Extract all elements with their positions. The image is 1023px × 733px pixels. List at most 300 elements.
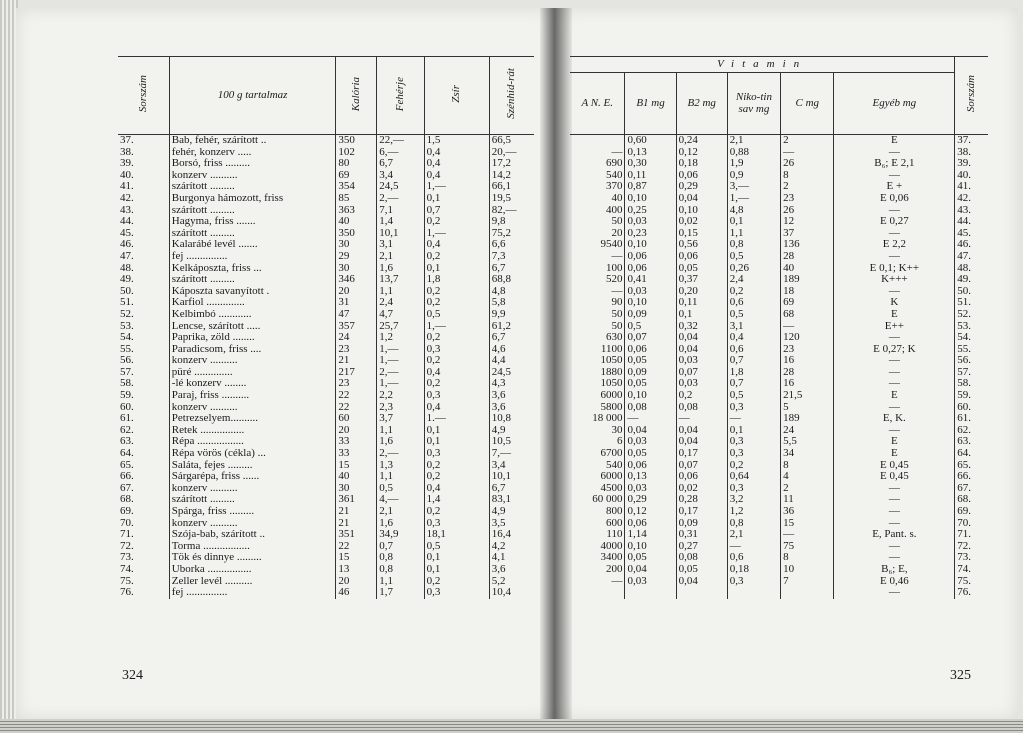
vitamin-b1-value: 0,12 <box>625 506 676 518</box>
food-name: Kelkáposzta, friss ... <box>169 263 336 275</box>
vitamin-b1-value: 0,03 <box>625 436 676 448</box>
header-sorszam-right: Sorszám <box>955 57 988 135</box>
egyeb-value: — <box>834 378 955 390</box>
vitamin-b2-value: 0,04 <box>676 332 727 344</box>
row-number: 56. <box>955 355 988 367</box>
row-number: 63. <box>120 435 134 448</box>
egyeb-value: — <box>834 552 955 564</box>
vitamin-table <box>570 56 988 599</box>
zsir-value: 0,1 <box>424 263 489 275</box>
kaloria-value: 20 <box>336 425 377 437</box>
vitamin-a-value: 200 <box>605 562 623 575</box>
nikotinsav-value <box>727 587 780 599</box>
vitamin-b1-value: 0,03 <box>625 576 676 588</box>
nikotinsav-value: 0,6 <box>727 297 780 309</box>
feherje-value: 2,1 <box>377 506 424 518</box>
row-number: 69. <box>955 506 988 518</box>
kaloria-value: 22 <box>336 390 377 402</box>
table-row <box>118 587 534 599</box>
row-number: 37. <box>955 135 988 147</box>
vitamin-a-value: 100 <box>605 261 623 274</box>
vitamin-b1-value: 0,29 <box>625 494 676 506</box>
vitamin-a-value: 50 <box>611 319 623 332</box>
vitamin-b1-value: 0,10 <box>625 390 676 402</box>
vitamin-a-value: 690 <box>605 157 623 170</box>
zsir-value: 0,1 <box>424 552 489 564</box>
vitamin-b2-value: 0,04 <box>676 576 727 588</box>
feherje-value: 7,1 <box>377 205 424 217</box>
vitamin-b2-value: 0,04 <box>676 436 727 448</box>
row-number: 44. <box>955 216 988 228</box>
header-vitamin-b2: B2 mg <box>676 73 727 135</box>
row-number: 52. <box>955 309 988 321</box>
vitamin-a-value: 30 <box>611 423 623 436</box>
vitamin-b1-value: 0,23 <box>625 228 676 240</box>
egyeb-value: E 0,45 <box>834 471 955 483</box>
zsir-value: 18,1 <box>424 529 489 541</box>
vitamin-b2-value: 0,10 <box>676 205 727 217</box>
nutrition-table <box>118 56 534 599</box>
kaloria-value: 47 <box>336 309 377 321</box>
feherje-value: 2,4 <box>377 297 424 309</box>
nikotinsav-value: 0,5 <box>727 251 780 263</box>
egyeb-value: — <box>834 541 955 553</box>
egyeb-value: E 0,06 <box>834 193 955 205</box>
szenhidrat-value: 4,6 <box>489 344 534 356</box>
row-number: 42. <box>955 193 988 205</box>
szenhidrat-value: 10,5 <box>489 436 534 448</box>
vitamin-b2-value: 0,18 <box>676 158 727 170</box>
szenhidrat-value: 6,7 <box>489 332 534 344</box>
feherje-value: 2,3 <box>377 402 424 414</box>
vitamin-c-value: 36 <box>781 506 834 518</box>
vitamin-b1-value: 0,04 <box>625 425 676 437</box>
zsir-value: 0,4 <box>424 367 489 379</box>
zsir-value: 0,2 <box>424 378 489 390</box>
table-row <box>570 390 988 402</box>
vitamin-a-value <box>570 587 625 599</box>
food-name: szárított ......... <box>169 205 336 217</box>
szenhidrat-value: 9,8 <box>489 216 534 228</box>
row-number: 45. <box>120 226 134 239</box>
vitamin-b1-value: 1,14 <box>625 529 676 541</box>
row-number: 59. <box>120 389 134 402</box>
feherje-value: 0,7 <box>377 541 424 553</box>
szenhidrat-value: 3,6 <box>489 402 534 414</box>
egyeb-value: — <box>834 367 955 379</box>
vitamin-c-value: 24 <box>781 425 834 437</box>
vitamin-b2-value: 0,32 <box>676 321 727 333</box>
feherje-value: 6,— <box>377 147 424 159</box>
szenhidrat-value: 3,4 <box>489 460 534 472</box>
vitamin-a-value: 6700 <box>600 447 623 460</box>
nikotinsav-value: 0,8 <box>727 239 780 251</box>
vitamin-a-value: 3400 <box>600 551 623 564</box>
row-number: 39. <box>955 158 988 170</box>
vitamin-c-value: 40 <box>781 263 834 275</box>
vitamin-c-value: 28 <box>781 251 834 263</box>
vitamin-c-value: 15 <box>781 518 834 530</box>
food-name: Szója-bab, szárított .. <box>169 529 336 541</box>
szenhidrat-value: 9,9 <box>489 309 534 321</box>
table-row <box>570 448 988 460</box>
row-number: 60. <box>120 400 134 413</box>
zsir-value: 0,5 <box>424 309 489 321</box>
vitamin-b1-value: 0,05 <box>625 378 676 390</box>
row-number: 53. <box>120 319 134 332</box>
table-row <box>118 390 534 402</box>
table-row <box>570 506 988 518</box>
kaloria-value: 40 <box>336 471 377 483</box>
vitamin-b2-value: 0,1 <box>676 309 727 321</box>
egyeb-value: — <box>834 251 955 263</box>
feherje-value: 1,3 <box>377 460 424 472</box>
szenhidrat-value: 4,2 <box>489 541 534 553</box>
food-name: Paprika, zöld ........ <box>169 332 336 344</box>
kaloria-value: 102 <box>336 147 377 159</box>
feherje-value: 2,2 <box>377 390 424 402</box>
food-name: szárított ......... <box>169 494 336 506</box>
feherje-value: 13,7 <box>377 274 424 286</box>
nikotinsav-value: 0,18 <box>727 564 780 576</box>
row-number: 45. <box>955 228 988 240</box>
vitamin-b2-value: 0,06 <box>676 251 727 263</box>
nikotinsav-value: 0,5 <box>727 390 780 402</box>
egyeb-value: — <box>834 425 955 437</box>
egyeb-value: — <box>834 228 955 240</box>
kaloria-value: 23 <box>336 344 377 356</box>
row-number: 67. <box>120 481 134 494</box>
szenhidrat-value: 24,5 <box>489 367 534 379</box>
food-name: Petrezselyem.......... <box>169 413 336 425</box>
vitamin-b1-value: 0,11 <box>625 170 676 182</box>
food-name: Zeller levél .......... <box>169 576 336 588</box>
feherje-value: 24,5 <box>377 181 424 193</box>
zsir-value: 0,4 <box>424 147 489 159</box>
nikotinsav-value: 0,2 <box>727 460 780 472</box>
feherje-value: 1,6 <box>377 436 424 448</box>
nikotinsav-value: 0,6 <box>727 552 780 564</box>
feherje-value: 1,1 <box>377 286 424 298</box>
nikotinsav-value: 1,8 <box>727 367 780 379</box>
vitamin-b1-value: 0,06 <box>625 251 676 263</box>
food-name: szárított ......... <box>169 274 336 286</box>
nikotinsav-value: 0,3 <box>727 402 780 414</box>
food-name: konzerv .......... <box>169 483 336 495</box>
kaloria-value: 20 <box>336 576 377 588</box>
vitamin-b1-value: 0,10 <box>625 541 676 553</box>
feherje-value: 1,— <box>377 355 424 367</box>
zsir-value: 0,4 <box>424 239 489 251</box>
vitamin-b1-value: 0,09 <box>625 367 676 379</box>
egyeb-value: E, Pant. s. <box>834 529 955 541</box>
vitamin-c-value: — <box>781 321 834 333</box>
vitamin-b2-value: 0,17 <box>676 448 727 460</box>
egyeb-value: — <box>834 355 955 367</box>
vitamin-c-value: 23 <box>781 344 834 356</box>
table-row <box>570 309 988 321</box>
zsir-value: 0,5 <box>424 541 489 553</box>
vitamin-a-value: 6000 <box>600 470 623 483</box>
row-number: 68. <box>120 493 134 506</box>
szenhidrat-value: 4,8 <box>489 286 534 298</box>
feherje-value: 1,1 <box>377 576 424 588</box>
zsir-value: 0,4 <box>424 170 489 182</box>
nikotinsav-value: 0,1 <box>727 425 780 437</box>
table-row <box>118 135 534 147</box>
feherje-value: 0,8 <box>377 552 424 564</box>
nikotinsav-value: 0,6 <box>727 344 780 356</box>
food-name: Lencse, szárított ..... <box>169 321 336 333</box>
egyeb-value: E <box>834 309 955 321</box>
vitamin-a-value: 6 <box>616 435 623 448</box>
kaloria-value: 21 <box>336 518 377 530</box>
vitamin-c-value: 8 <box>781 460 834 472</box>
szenhidrat-value: 4,9 <box>489 506 534 518</box>
egyeb-value: E, K. <box>834 413 955 425</box>
vitamin-c-value: 5,5 <box>781 436 834 448</box>
row-number: 64. <box>955 448 988 460</box>
zsir-value: 0,3 <box>424 390 489 402</box>
row-number: 41. <box>120 180 134 193</box>
kaloria-value: 24 <box>336 332 377 344</box>
vitamin-a-value <box>570 135 625 147</box>
egyeb-value: — <box>834 518 955 530</box>
szenhidrat-value: 3,5 <box>489 518 534 530</box>
szenhidrat-value: 3,6 <box>489 564 534 576</box>
vitamin-b1-value: 0,05 <box>625 552 676 564</box>
zsir-value: 0,2 <box>424 576 489 588</box>
nikotinsav-value: 2,4 <box>727 274 780 286</box>
egyeb-value: K <box>834 297 955 309</box>
feherje-value: 2,— <box>377 367 424 379</box>
header-feherje: Fehérje <box>377 57 424 135</box>
vitamin-b1-value: 0,60 <box>625 135 676 147</box>
egyeb-value: E 0,46 <box>834 576 955 588</box>
vitamin-a-value: 370 <box>605 180 623 193</box>
kaloria-value: 60 <box>336 413 377 425</box>
row-number: 43. <box>955 205 988 217</box>
vitamin-a-value: 800 <box>605 505 623 517</box>
vitamin-c-value: 37 <box>781 228 834 240</box>
kaloria-value: 350 <box>336 228 377 240</box>
row-number: 54. <box>955 332 988 344</box>
food-name: fej ............... <box>169 587 336 599</box>
egyeb-value: E 0,27 <box>834 216 955 228</box>
row-number: 61. <box>120 412 134 425</box>
vitamin-a-value: 50 <box>611 215 623 228</box>
nikotinsav-value: 0,3 <box>727 576 780 588</box>
vitamin-b1-value: 0,25 <box>625 205 676 217</box>
header-vitamin-b1: B1 mg <box>625 73 676 135</box>
feherje-value: 2,1 <box>377 251 424 263</box>
nikotinsav-value: 0,3 <box>727 483 780 495</box>
zsir-value: 0,2 <box>424 297 489 309</box>
header-szenhidrat: Szénhid-rát <box>489 57 534 135</box>
egyeb-value: E 0,27; K <box>834 344 955 356</box>
table-row <box>570 274 988 286</box>
row-number: 37. <box>120 134 134 146</box>
row-number: 48. <box>120 261 134 274</box>
vitamin-b2-value: 0,31 <box>676 529 727 541</box>
row-number: 59. <box>955 390 988 402</box>
food-name: fej ............... <box>169 251 336 263</box>
row-number: 64. <box>120 447 134 460</box>
zsir-value: 0,1 <box>424 425 489 437</box>
vitamin-b2-value: 0,56 <box>676 239 727 251</box>
egyeb-value: E <box>834 448 955 460</box>
zsir-value: 0,3 <box>424 518 489 530</box>
vitamin-b2-value: 0,02 <box>676 483 727 495</box>
kaloria-value: 15 <box>336 552 377 564</box>
table-row <box>118 251 534 263</box>
row-number: 58. <box>955 378 988 390</box>
vitamin-c-value: 26 <box>781 205 834 217</box>
egyeb-value: — <box>834 494 955 506</box>
vitamin-c-value: 8 <box>781 552 834 564</box>
zsir-value: 1,— <box>424 181 489 193</box>
vitamin-c-value: 11 <box>781 494 834 506</box>
food-name: -lé konzerv ........ <box>169 378 336 390</box>
food-name: Paradicsom, friss .... <box>169 344 336 356</box>
row-number: 66. <box>955 471 988 483</box>
vitamin-c-value: 34 <box>781 448 834 460</box>
egyeb-value: E <box>834 436 955 448</box>
food-name: Saláta, fejes ......... <box>169 460 336 472</box>
table-row <box>570 587 988 599</box>
egyeb-value: — <box>834 147 955 159</box>
vitamin-b2-value: 0,11 <box>676 297 727 309</box>
header-sorszam: Sorszám <box>118 57 169 135</box>
feherje-value: 2,— <box>377 448 424 460</box>
row-number: 73. <box>120 551 134 564</box>
szenhidrat-value: 66,5 <box>489 135 534 147</box>
vitamin-b1-value: 0,05 <box>625 355 676 367</box>
vitamin-b1-value: 0,03 <box>625 483 676 495</box>
szenhidrat-value: 75,2 <box>489 228 534 240</box>
zsir-value: 0,1 <box>424 436 489 448</box>
kaloria-value: 217 <box>336 367 377 379</box>
nikotinsav-value: 0,3 <box>727 436 780 448</box>
vitamin-a-value: 540 <box>605 458 623 471</box>
vitamin-c-value: — <box>781 529 834 541</box>
table-row <box>118 506 534 518</box>
row-number: 73. <box>955 552 988 564</box>
szenhidrat-value: 17,2 <box>489 158 534 170</box>
vitamin-c-value: 5 <box>781 402 834 414</box>
row-number: 39. <box>120 157 134 170</box>
vitamin-b1-value: 0,05 <box>625 448 676 460</box>
row-number: 52. <box>120 307 134 320</box>
nikotinsav-value: 0,88 <box>727 147 780 159</box>
food-name: szárított ......... <box>169 181 336 193</box>
nikotinsav-value: — <box>727 541 780 553</box>
row-number: 51. <box>955 297 988 309</box>
vitamin-a-value: 20 <box>611 226 623 239</box>
nikotinsav-value: 0,4 <box>727 332 780 344</box>
row-number: 70. <box>120 516 134 529</box>
vitamin-b2-value: 0,05 <box>676 263 727 275</box>
feherje-value: 1,2 <box>377 332 424 344</box>
vitamin-a-value: 5800 <box>600 400 623 413</box>
vitamin-a-value: — <box>611 249 623 262</box>
zsir-value: 0,3 <box>424 448 489 460</box>
book-spine <box>540 8 572 720</box>
kaloria-value: 33 <box>336 436 377 448</box>
vitamin-b2-value: 0,12 <box>676 147 727 159</box>
row-number: 56. <box>120 354 134 367</box>
vitamin-b2-value: 0,06 <box>676 471 727 483</box>
row-number: 67. <box>955 483 988 495</box>
food-name: Káposzta savanyított . <box>169 286 336 298</box>
egyeb-value: B₆; E, <box>834 564 955 576</box>
vitamin-b2-value: 0,37 <box>676 274 727 286</box>
food-name: Paraj, friss .......... <box>169 390 336 402</box>
vitamin-a-value: 520 <box>605 273 623 286</box>
szenhidrat-value: 4,3 <box>489 378 534 390</box>
vitamin-a-value: 90 <box>611 296 623 309</box>
nikotinsav-value: 1,1 <box>727 228 780 240</box>
szenhidrat-value: 6,7 <box>489 483 534 495</box>
row-number: 62. <box>120 423 134 436</box>
szenhidrat-value: 68,8 <box>489 274 534 286</box>
row-number: 55. <box>120 342 134 355</box>
vitamin-c-value: 69 <box>781 297 834 309</box>
vitamin-a-value: — <box>611 145 623 158</box>
kaloria-value: 30 <box>336 239 377 251</box>
kaloria-value: 46 <box>336 587 377 599</box>
nikotinsav-value: 0,8 <box>727 518 780 530</box>
egyeb-value: K+++ <box>834 274 955 286</box>
vitamin-a-value: 40 <box>611 191 623 204</box>
vitamin-c-value: 10 <box>781 564 834 576</box>
egyeb-value: — <box>834 402 955 414</box>
food-name: püré .............. <box>169 367 336 379</box>
vitamin-b1-value: 0,41 <box>625 274 676 286</box>
vitamin-c-value: 8 <box>781 170 834 182</box>
kaloria-value: 351 <box>336 529 377 541</box>
vitamin-c-value: 136 <box>781 239 834 251</box>
zsir-value: 0,2 <box>424 471 489 483</box>
vitamin-c-value: 75 <box>781 541 834 553</box>
feherje-value: 10,1 <box>377 228 424 240</box>
food-name: Hagyma, friss ....... <box>169 216 336 228</box>
table-row <box>570 576 988 588</box>
zsir-value: 0,2 <box>424 506 489 518</box>
zsir-value: 0,4 <box>424 158 489 170</box>
szenhidrat-value: 3,6 <box>489 390 534 402</box>
table-row <box>570 332 988 344</box>
vitamin-c-value: 12 <box>781 216 834 228</box>
row-number: 46. <box>120 238 134 251</box>
vitamin-c-value: 120 <box>781 332 834 344</box>
row-number: 38. <box>955 147 988 159</box>
row-number: 65. <box>955 460 988 472</box>
row-number: 40. <box>120 168 134 181</box>
vitamin-a-value: 4000 <box>600 539 623 552</box>
zsir-value: 0,2 <box>424 251 489 263</box>
food-name: szárított ......... <box>169 228 336 240</box>
book-bottom-edge <box>0 719 1023 733</box>
vitamin-b1-value: 0,87 <box>625 181 676 193</box>
vitamin-a-value: 600 <box>605 516 623 529</box>
kaloria-value: 23 <box>336 378 377 390</box>
szenhidrat-value: 10,4 <box>489 587 534 599</box>
food-name: Kalarábé levél ....... <box>169 239 336 251</box>
szenhidrat-value: 16,4 <box>489 529 534 541</box>
szenhidrat-value: 61,2 <box>489 321 534 333</box>
header-tartalmaz: 100 g tartalmaz <box>169 57 336 135</box>
